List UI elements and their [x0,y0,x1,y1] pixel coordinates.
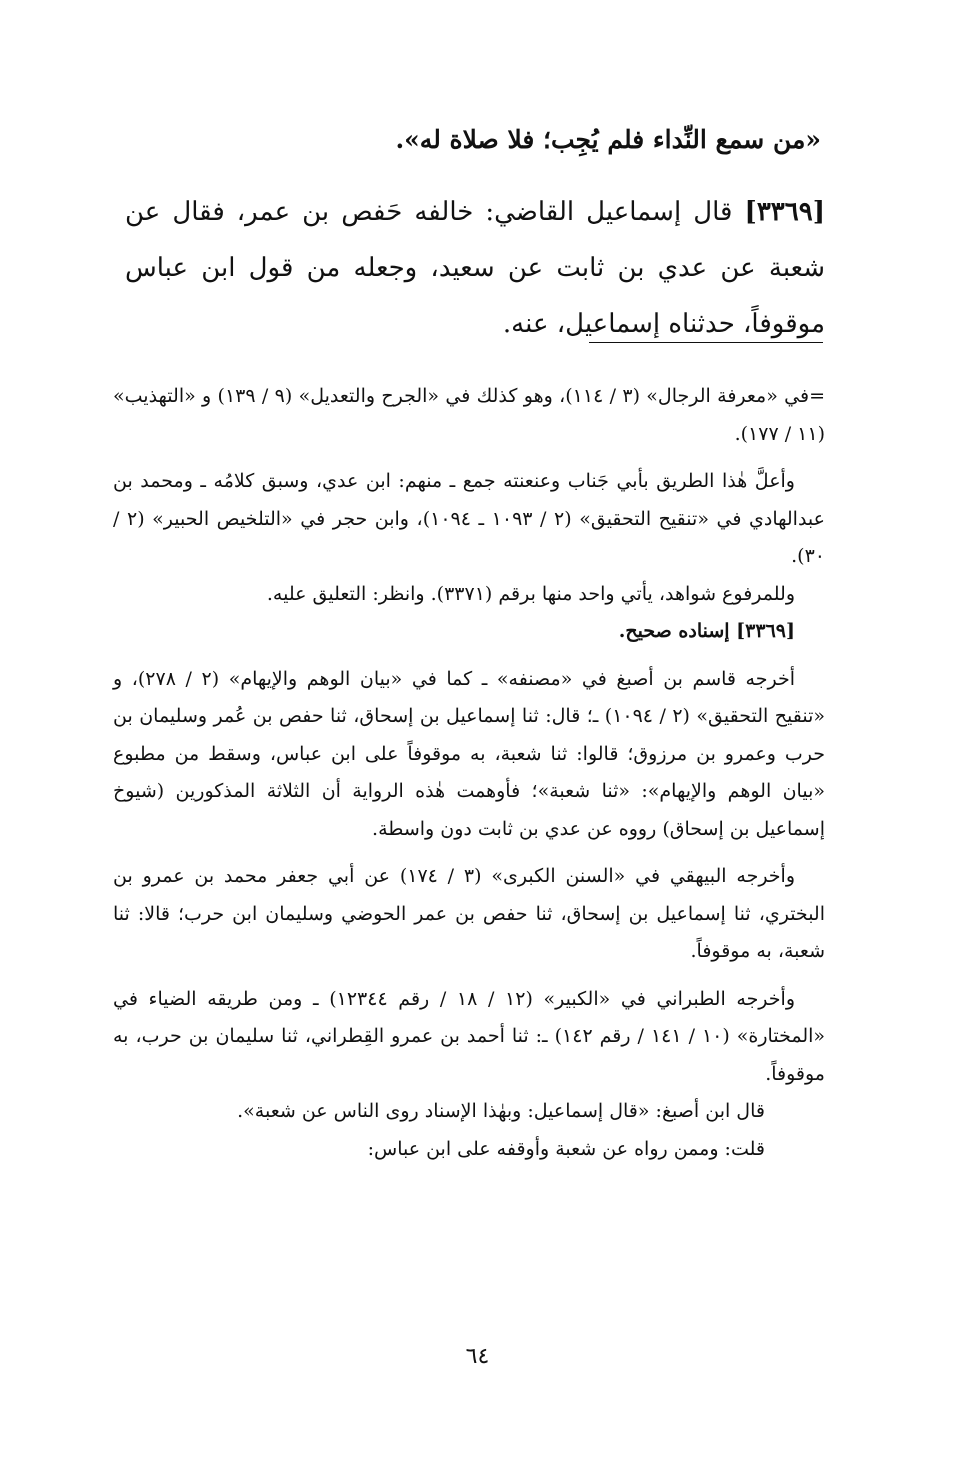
footnote-paragraph: قال ابن أصبغ: «قال إسماعيل: وبهٰذا الإسناد روى الناس عن شعبة». [237,1100,765,1122]
page-number: ٦٤ [465,1344,490,1369]
footnote-continuation: =في «معرفة الرجال» (٣ / ١١٤)، وهو كذلك في «الجرح والتعديل» (٩ / ١٣٩) و «التهذيب» (١١ / ١٧٧). [113,385,826,445]
entry-number: [٣٣٦٩] [744,197,826,227]
footnote-paragraph: أخرجه قاسم بن أصبغ في «مصنفه» ـ كما في «بيان الوهم والإيهام» (٢ / ٢٧٨)، و «تنقيح التحقيق» (٢ / ١٠٩٤) ـ؛ قال: ثنا إسماعيل بن إسحاق، ثنا حفص بن عُمر وسليمان بن حرب وعمرو بن مرزوق؛ قالوا: ثنا شعبة، به موقوفاً على ابن عباس، وسقط من مطبوع «بيان الوهم والإيهام»: «ثنا شعبة»؛ فأوهمت هٰذه الرواية أن الثلاثة المذكورين (شيوخ إسماعيل بن إسحاق) رووه عن عدي بن ثابت دون واسطة. [113,667,825,840]
footnote-entry-heading: [٣٣٦٩] إسناده صحيح. [618,620,795,642]
hadith-quote: «من سمع النِّداء فلم يُجِب؛ فلا صلاة له». [395,125,821,154]
footnote-paragraph: وأخرجه الطبراني في «الكبير» (١٢ / ١٨ / رقم ١٢٣٤٤) ـ ومن طريقه الضياء في «المختارة» (١٠ / ١٤١ / رقم ١٤٢) ـ: ثنا أحمد بن عمرو القِطراني، ثنا سليمان بن حرب، به موقوفاً. [113,987,826,1085]
main-paragraph [125,184,825,352]
footnote-paragraph: وأخرجه البيهقي في «السنن الكبرى» (٣ / ١٧٤) عن أبي جعفر محمد بن عمرو بن البختري، ثنا إسماعيل بن إسحاق، ثنا حفص بن عمر الحوضي وسليمان ابن حرب؛ قالا: ثنا شعبة، به موقوفاً. [113,865,825,962]
footnotes-block [113,378,825,1168]
footnote-paragraph: قلت: وممن رواه عن شعبة وأوقفه على ابن عباس: [367,1137,765,1160]
main-text-block [125,118,825,352]
footnote-separator [589,342,823,343]
footnote-paragraph: وأعلَّ هٰذا الطريق بأبي جَناب وعنعنته جمع ـ منهم: ابن عدي، وسبق كلامُه ـ ومحمد بن عبدالهادي في «تنقيح التحقيق» (٢ / ١٠٩٣ ـ ١٠٩٤)، وابن حجر في «التلخيص الحبير» (٢ / ٣٠). [113,470,825,567]
main-paragraph-text: قال إسماعيل القاضي: خالفه حَفص بن عمر، فقال عن شعبة عن عدي بن ثابت عن سعيد، وجعله من قول ابن عباس موقوفاً، حدثناه إسماعيل، عنه. [125,197,825,339]
footnote-paragraph: وللمرفوع شواهد، يأتي واحد منها برقم (٣٣٧١). وانظر: التعليق عليه. [266,582,795,605]
